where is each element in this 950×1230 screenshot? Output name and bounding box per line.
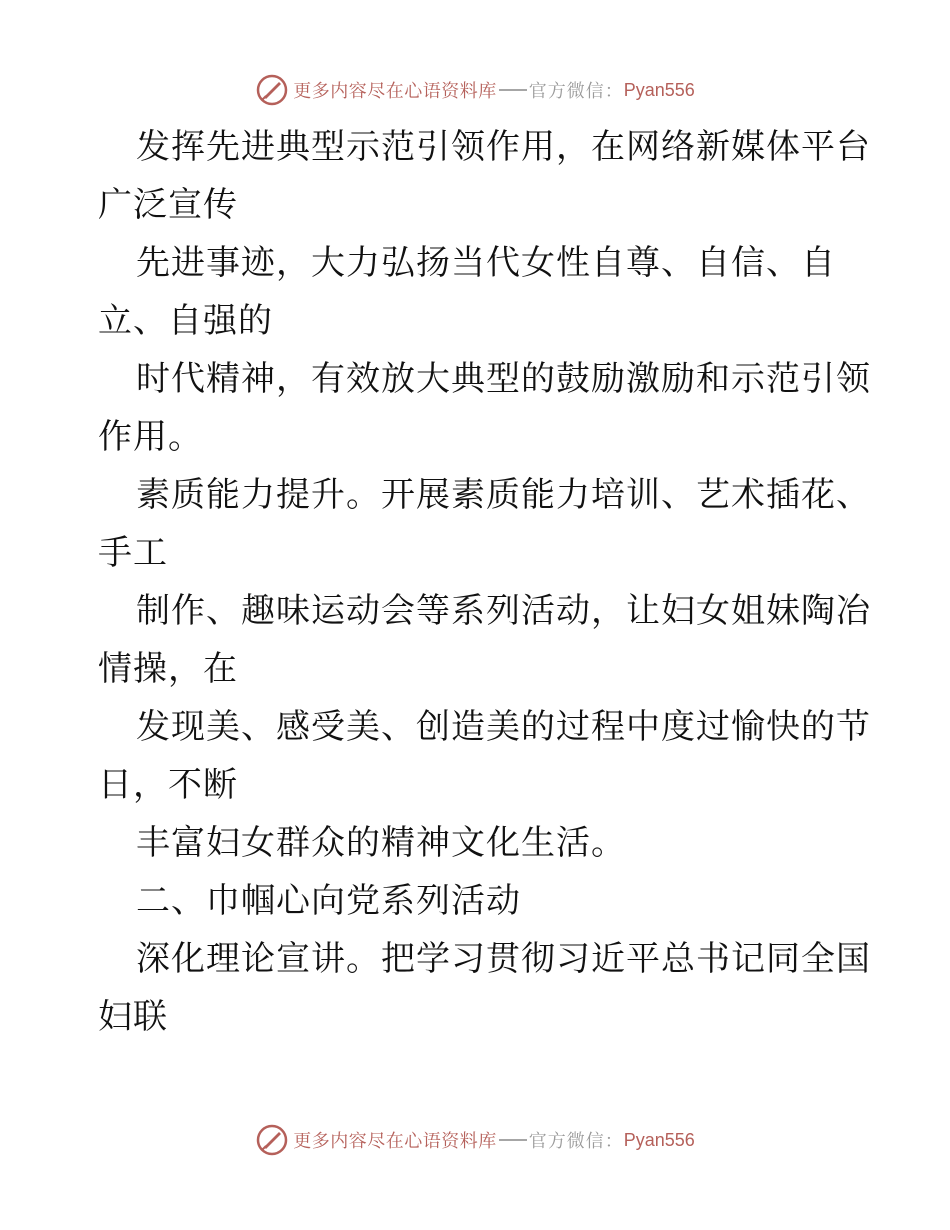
watermark-wechat-id: Pyan556 [623,1129,695,1150]
paragraph-line: 作用。 [98,417,203,457]
paragraph-line: 制作、趣味运动会等系列活动，让妇女姐妹陶冶 [136,591,871,631]
watermark-wechat-label: 官方微信： [528,81,624,102]
watermark-dash [499,89,527,91]
paragraph-line: 手工 [98,533,168,573]
paragraph-line: 妇联 [98,997,168,1037]
watermark-wechat-id: Pyan556 [623,79,695,100]
quill-logo-icon [255,73,289,107]
section-heading: 二、巾帼心向党系列活动 [136,881,521,921]
paragraph-line: 发现美、感受美、创造美的过程中度过愉快的节 [136,707,871,747]
paragraph-line: 先进事迹，大力弘扬当代女性自尊、自信、自 [136,243,836,283]
paragraph-line: 丰富妇女群众的精神文化生活。 [136,823,626,863]
watermark-wechat-label: 官方微信： [528,1131,624,1152]
paragraph-line: 情操，在 [98,649,238,689]
watermark-site-text: 更多内容尽在心语资料库 [293,1131,497,1152]
header-watermark [0,70,950,110]
paragraph-line: 发挥先进典型示范引领作用，在网络新媒体平台 [136,127,871,167]
paragraph-line: 时代精神，有效放大典型的鼓励激励和示范引领 [136,359,871,399]
paragraph-line: 深化理论宣讲。把学习贯彻习近平总书记同全国 [136,939,871,979]
watermark-dash [499,1139,527,1141]
paragraph-line: 广泛宣传 [98,185,238,225]
quill-logo-icon [255,1123,289,1157]
footer-watermark [0,1120,950,1160]
paragraph-line: 素质能力提升。开展素质能力培训、艺术插花、 [136,475,871,515]
paragraph-line: 日，不断 [98,765,238,805]
paragraph-line: 立、自强的 [98,301,273,341]
watermark-site-text: 更多内容尽在心语资料库 [293,81,497,102]
document-body [98,118,871,1046]
